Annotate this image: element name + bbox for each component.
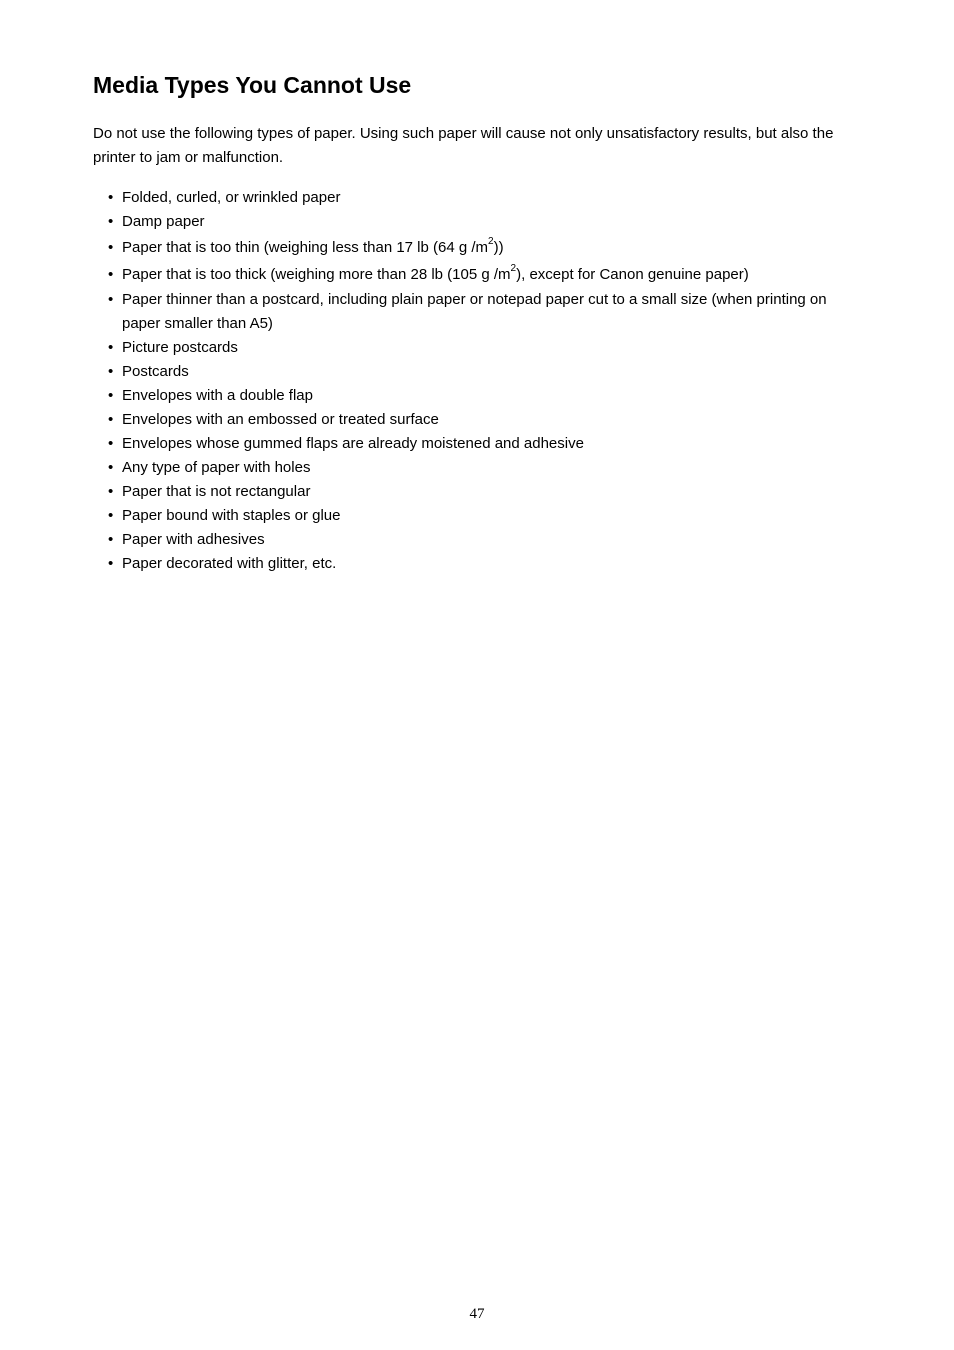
bullet-icon: • <box>108 189 114 206</box>
unusable-media-list <box>108 186 868 576</box>
list-item-text: Any type of paper with holes <box>122 459 311 476</box>
bullet-icon: • <box>108 483 114 500</box>
list-item-text: Paper that is not rectangular <box>122 483 311 500</box>
bullet-icon: • <box>108 213 114 230</box>
bullet-icon: • <box>108 507 114 524</box>
list-item <box>108 261 868 288</box>
bullet-icon: • <box>108 555 114 572</box>
list-item <box>108 408 868 432</box>
bullet-icon: • <box>108 411 114 428</box>
list-item-text: Picture postcards <box>122 339 238 356</box>
bullet-icon: • <box>108 266 114 283</box>
superscript: 2 <box>510 263 517 274</box>
list-item <box>108 336 868 360</box>
list-item <box>108 528 868 552</box>
list-item <box>108 456 868 480</box>
list-item-text: Envelopes with an embossed or treated surface <box>122 411 439 428</box>
list-item-text: Paper that is too thin (weighing less than 17 lb (64 g /m <box>122 239 489 256</box>
list-item <box>108 288 868 336</box>
list-item-text-after: )) <box>493 239 504 256</box>
list-item-text: Folded, curled, or wrinkled paper <box>122 189 341 206</box>
bullet-icon: • <box>108 339 114 356</box>
page-number: 47 <box>469 1306 485 1322</box>
list-item-text: Envelopes with a double flap <box>122 387 313 404</box>
list-item-text: Postcards <box>122 363 189 380</box>
page-title: Media Types You Cannot Use <box>93 72 412 98</box>
list-item-text: Damp paper <box>122 213 205 230</box>
list-item-text: Envelopes whose gummed flaps are already moistened and adhesive <box>122 435 584 452</box>
list-item <box>108 234 868 261</box>
bullet-icon: • <box>108 435 114 452</box>
list-item <box>108 360 868 384</box>
list-item-text: Paper with adhesives <box>122 531 265 548</box>
list-item <box>108 552 868 576</box>
intro-paragraph: Do not use the following types of paper. Using such paper will cause not only unsatisfactory results, but also the printer to jam or malfunction. <box>93 125 834 166</box>
list-item-text: Paper decorated with glitter, etc. <box>122 555 337 572</box>
bullet-icon: • <box>108 239 114 256</box>
list-item-text-after: ), except for Canon genuine paper) <box>516 266 749 283</box>
bullet-icon: • <box>108 363 114 380</box>
list-item-text: Paper thinner than a postcard, including plain paper or notepad paper cut to a small size (when printing on paper smaller than A5) <box>122 291 827 332</box>
bullet-icon: • <box>108 531 114 548</box>
bullet-icon: • <box>108 459 114 476</box>
bullet-icon: • <box>108 291 114 308</box>
superscript: 2 <box>488 236 494 247</box>
list-item <box>108 432 868 456</box>
list-item <box>108 210 868 234</box>
list-item <box>108 480 868 504</box>
list-item <box>108 186 868 210</box>
list-item-text: Paper bound with staples or glue <box>122 507 341 524</box>
list-item <box>108 384 868 408</box>
list-item <box>108 504 868 528</box>
bullet-icon: • <box>108 387 114 404</box>
list-item-text: Paper that is too thick (weighing more than 28 lb (105 g /m <box>122 266 511 283</box>
